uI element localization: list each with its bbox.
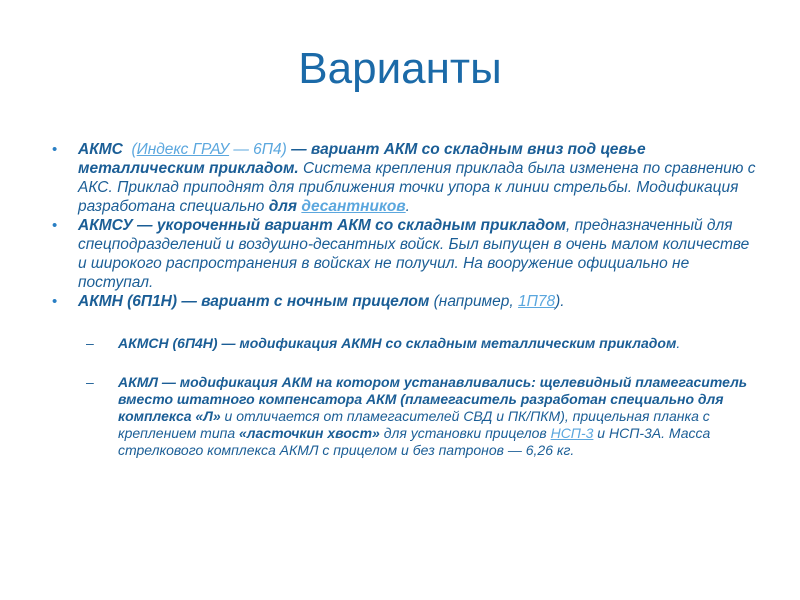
akms-paren: ( [131, 141, 137, 158]
bullet-icon: • [52, 293, 58, 310]
akms-index-code: — 6П4) [229, 141, 287, 158]
akmsn-end: . [676, 335, 681, 351]
sublist-item-akml [86, 374, 760, 459]
nsp3-link[interactable]: НСП-3 [550, 425, 594, 441]
slide-title: Варианты [298, 44, 502, 93]
index-grau-link[interactable]: Индекс ГРАУ [136, 141, 230, 158]
akmsn-bold-text: АКМСН (6П4Н) — модификация АКМН со складным металлическим прикладом [118, 335, 677, 351]
list-item-akmn [52, 292, 760, 311]
akmn-end: ). [555, 293, 565, 310]
desantniki-link[interactable]: десантников [301, 198, 406, 215]
akml-bold-text: АКМЛ — модификация АКМ на котором устанавливались: щелевидный пламегаситель вместо штатного компенсатора АКМ (пламегаситель разработан специально для комплекса «Л» [118, 374, 748, 424]
slide-content [52, 140, 760, 459]
dash-icon: – [86, 335, 94, 351]
akms-bold-for: для [268, 198, 298, 215]
list-item-akmsu [52, 216, 760, 292]
sublist-item-akmsn [86, 335, 760, 352]
akml-text2: для установки прицелов [379, 425, 551, 441]
akms-end: . [405, 198, 410, 215]
akmn-text: (например, [429, 293, 519, 310]
bullet-icon: • [52, 217, 58, 234]
akms-bold-text: — вариант АКМ со складным вниз под цевье металлическим прикладом. [78, 141, 646, 177]
akmsu-bold-text: АКМСУ — укороченный вариант АКМ со складным прикладом [78, 217, 566, 234]
dash-icon: – [86, 374, 94, 390]
akml-bold2: «ласточкин хвост» [239, 425, 380, 441]
akml-text3: и НСП-3А. Масса стрелкового комплекса АКМЛ с прицелом и без патронов — 6,26 кг. [118, 425, 711, 458]
akms-text: Система крепления приклада была изменена по сравнению с АКС. Приклад приподнят для приближения точки упора к линии стрельбы. Модификация разработана специально [78, 160, 756, 215]
bullet-icon: • [52, 141, 58, 158]
akmn-bold-text: АКМН (6П1Н) — вариант с ночным прицелом [78, 293, 430, 310]
akmsu-text: , предназначенный для спецподразделений и воздушно-десантных войск. Был выпущен в очень малом количестве и широкого распространения в войсках не получил. На вооружение официально не поступал. [78, 217, 750, 291]
list-item-akms [52, 140, 760, 216]
1p78-link[interactable]: 1П78 [518, 293, 556, 310]
akms-name: АКМС [78, 141, 123, 158]
akml-text: и отличается от пламегасителей СВД и ПК/ПКМ), прицельная планка с креплением типа [118, 408, 710, 441]
